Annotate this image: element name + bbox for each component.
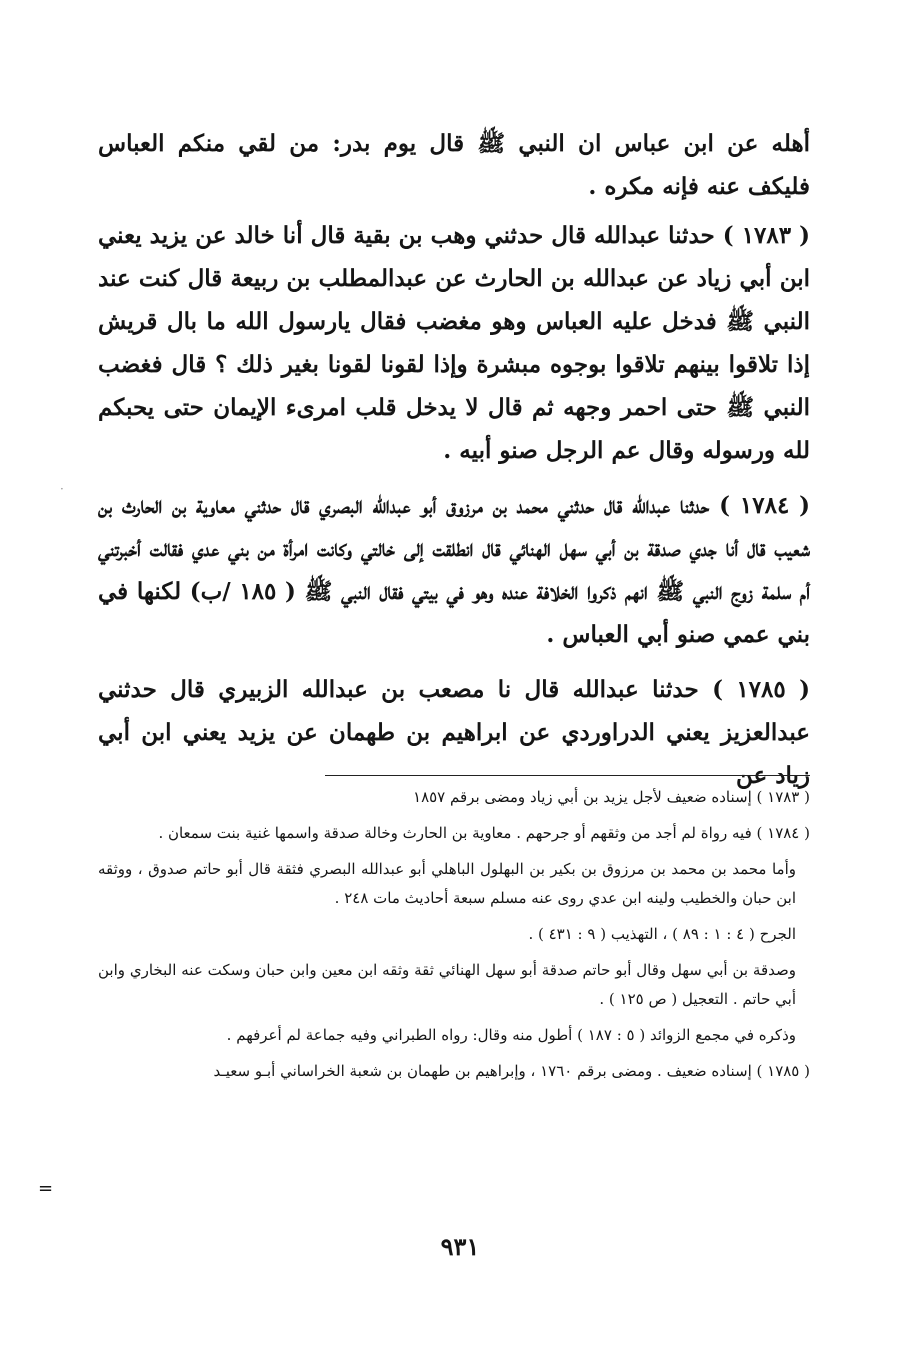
footnote-1783: ( ١٧٨٣ ) إسناده ضعيف لأجل يزيد بن أبي زياد ومضى برقم ١٨٥٧ xyxy=(413,788,810,806)
footnote-1784-note: وذكره في مجمع الزوائد ( ٥ : ١٨٧ ) أطول منه وقال: رواه الطبراني وفيه جماعة لم أعرفهم . xyxy=(226,1026,796,1044)
footnote-1784: ( ١٧٨٤ ) فيه رواة لم أجد من وثقهم أو جرحهم . معاوية بن الحارث وخالة صدقة واسمها غنية بنت سمعان . xyxy=(158,824,810,842)
hadith-1785: ( ١٧٨٥ ) حدثنا عبدالله قال نا مصعب بن عبدالله الزبيري قال حدثني عبدالعزيز يعني الدراوردي عن ابراهيم بن طهمان عن يزيد يعني ابن أبي زياد عن xyxy=(98,676,810,789)
footnote-separator xyxy=(325,775,810,776)
hadith-1784: ( ١٧٨٤ ) حدثنا عبدالله قال حدثني محمد بن مرزوق أبو عبدالله البصري قال حدثني معاوية بن الحارث بن شعيب قال أنا جدي صدقة بن أبي سهل الهنائي قال انطلقت إلى خالتي وكانت امرأة من بني عدي فقالت أخبرتني أم سلمة زوج النبي ﷺ انهم ذكروا الخلافة عنده وهو في بيتي فقال النبي ﷺ ( ١٨٥ /ب) لكنها في بني عمي صنو أبي العباس . xyxy=(98,492,811,648)
footnote-1784-note: وأما محمد بن محمد بن مرزوق بن بكير بن البهلول الباهلي أبو عبدالله البصري فثقة قال أبو حاتم صدوق ، ووثقه ابن حبان والخطيب ولينه ابن عدي روى عنه مسلم سبعة أحاديث مات ٢٤٨ . xyxy=(98,860,796,907)
page-number: ٩٣١ xyxy=(440,1232,480,1261)
margin-mark: · xyxy=(60,482,64,496)
footnote-1784-note: وصدقة بن أبي سهل وقال أبو حاتم صدقة أبو سهل الهنائي ثقة وثقه ابن معين وابن حبان وسكت عنه البخاري وابن أبي حاتم . التعجيل ( ص ١٢٥ ) . xyxy=(98,961,796,1008)
footnote-1784-reference: الجرح ( ٤ : ١ : ٨٩ ) ، التهذيب ( ٩ : ٤٣١ ) . xyxy=(528,925,796,943)
footnote-1785: ( ١٧٨٥ ) إسناده ضعيف . ومضى برقم ١٧٦٠ ، وإبراهيم بن طهمان بن شعبة الخراساني أبـو سعيـد xyxy=(213,1062,810,1080)
footnotes xyxy=(98,783,810,1093)
hadith-1783: ( ١٧٨٣ ) حدثنا عبدالله قال حدثني وهب بن بقية قال أنا خالد عن يزيد يعني ابن أبي زياد عن عبدالله بن الحارث عن عبدالمطلب بن ربيعة قال كنت عند النبي ﷺ فدخل عليه العباس وهو مغضب فقال يارسول الله ما بال قريش إذا تلاقوا بينهم تلاقوا بوجوه مبشرة وإذا لقونا لقونا بغير ذلك ؟ قال فغضب النبي ﷺ حتى احمر وجهه ثم قال لا يدخل قلب امرىء الإيمان حتى يحبكم لله ورسوله وقال عم الرجل صنو أبيه . xyxy=(98,222,811,464)
continuation-mark: = xyxy=(38,1178,54,1199)
main-text xyxy=(98,122,810,809)
main-paragraph: أهله عن ابن عباس ان النبي ﷺ قال يوم بدر: من لقي منكم العباس فليكف عنه فإنه مكره . xyxy=(98,130,810,200)
